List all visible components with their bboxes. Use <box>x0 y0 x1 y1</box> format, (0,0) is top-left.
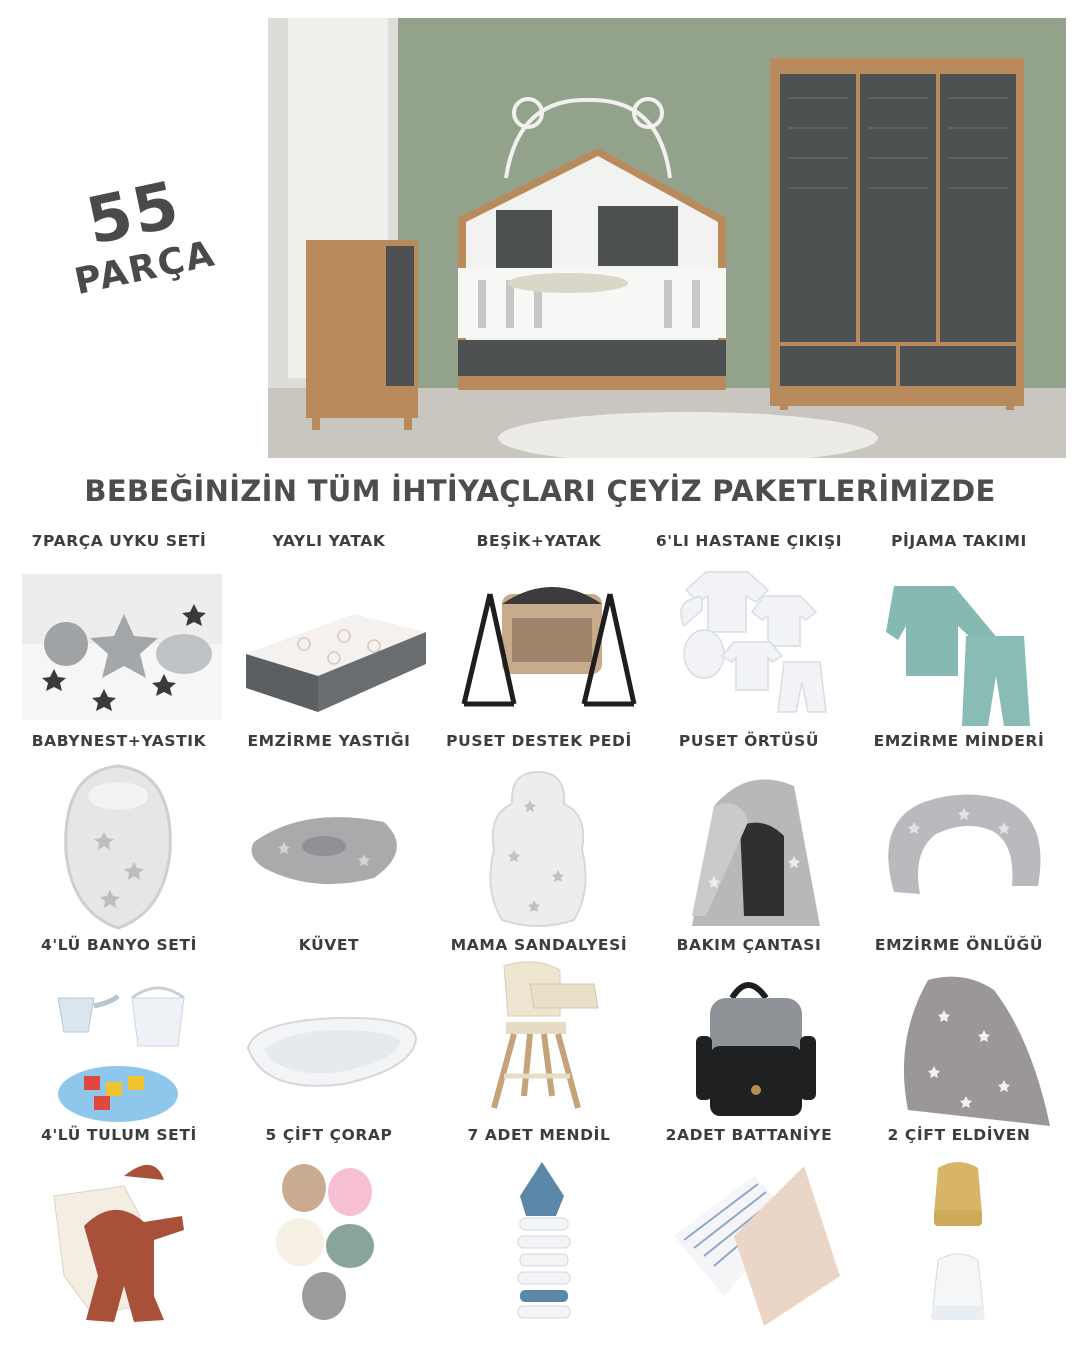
product-label: 4'LÜ BANYO SETİ <box>41 936 197 954</box>
product-babynest <box>14 732 224 750</box>
jumpsuit-set-image <box>14 1156 224 1326</box>
product-jumpsuit-set <box>14 1126 224 1144</box>
muslin-cloths-image <box>434 1156 644 1326</box>
product-label: EMZİRME YASTIĞI <box>247 732 411 750</box>
product-stroller-cover <box>644 732 854 750</box>
product-label: 7 ADET MENDİL <box>467 1126 611 1144</box>
high-chair-image <box>434 956 644 1126</box>
product-label: KÜVET <box>298 936 360 954</box>
product-label: 4'LÜ TULUM SETİ <box>41 1126 197 1144</box>
babynest-image <box>14 762 224 932</box>
product-label: BAKIM ÇANTASI <box>676 936 822 954</box>
piece-count-number: 55 <box>80 168 187 260</box>
piece-count-word: PARÇA <box>71 233 220 304</box>
product-nursing-pillow <box>224 732 434 750</box>
sleep-set-image <box>14 574 224 720</box>
nursery-room-image <box>268 18 1066 458</box>
product-nursing-cover <box>854 936 1064 954</box>
product-label: PİJAMA TAKIMI <box>891 532 1027 550</box>
pajama-set-image <box>854 566 1064 726</box>
product-label: BABYNEST+YASTIK <box>31 732 207 750</box>
mittens-image <box>854 1156 1064 1326</box>
product-label: 2 ÇİFT ELDİVEN <box>887 1126 1031 1144</box>
nursing-cushion-image <box>854 782 1064 912</box>
product-label: PUSET DESTEK PEDİ <box>446 732 632 750</box>
product-diaper-bag <box>644 936 854 954</box>
stroller-cover-image <box>644 766 854 930</box>
blankets-image <box>644 1156 854 1326</box>
nursing-cover-image <box>854 970 1064 1130</box>
diaper-bag-image <box>644 976 854 1126</box>
product-pajama-set <box>854 532 1064 550</box>
product-cradle <box>434 532 644 550</box>
headline: BEBEĞİNİZİN TÜM İHTİYAÇLARI ÇEYİZ PAKETLERİMİZDE <box>84 474 996 508</box>
product-high-chair <box>434 936 644 954</box>
piece-count-badge <box>38 161 245 345</box>
product-bath-set <box>14 936 224 954</box>
nursing-pillow-image <box>224 802 434 892</box>
product-sleep-set <box>14 532 224 550</box>
product-spring-mattress <box>224 532 434 550</box>
product-label: EMZİRME ÖNLÜĞÜ <box>874 936 1044 954</box>
product-blankets <box>644 1126 854 1144</box>
product-nursing-cushion <box>854 732 1064 750</box>
product-socks <box>224 1126 434 1144</box>
bath-set-image <box>14 976 224 1140</box>
hospital-outfit-image <box>644 562 854 722</box>
spring-mattress-image <box>224 584 434 714</box>
product-label: 5 ÇİFT ÇORAP <box>265 1126 393 1144</box>
product-label: EMZİRME MİNDERİ <box>873 732 1045 750</box>
product-label: BEŞİK+YATAK <box>476 532 602 550</box>
product-bathtub <box>224 936 434 954</box>
product-label: PUSET ÖRTÜSÜ <box>678 732 820 750</box>
socks-image <box>224 1156 434 1326</box>
product-label: 2ADET BATTANİYE <box>665 1126 833 1144</box>
product-label: 6'LI HASTANE ÇIKIŞI <box>655 532 843 550</box>
product-label: MAMA SANDALYESİ <box>450 936 628 954</box>
product-mittens <box>854 1126 1064 1144</box>
stroller-pad-image <box>434 770 644 930</box>
product-label: YAYLI YATAK <box>272 532 386 550</box>
baby-bathtub-image <box>224 1008 434 1098</box>
product-muslin-cloths <box>434 1126 644 1144</box>
product-stroller-pad <box>434 732 644 750</box>
product-label: 7PARÇA UYKU SETİ <box>31 532 207 550</box>
cradle-image <box>434 574 644 724</box>
product-hospital-outfit <box>644 532 854 550</box>
